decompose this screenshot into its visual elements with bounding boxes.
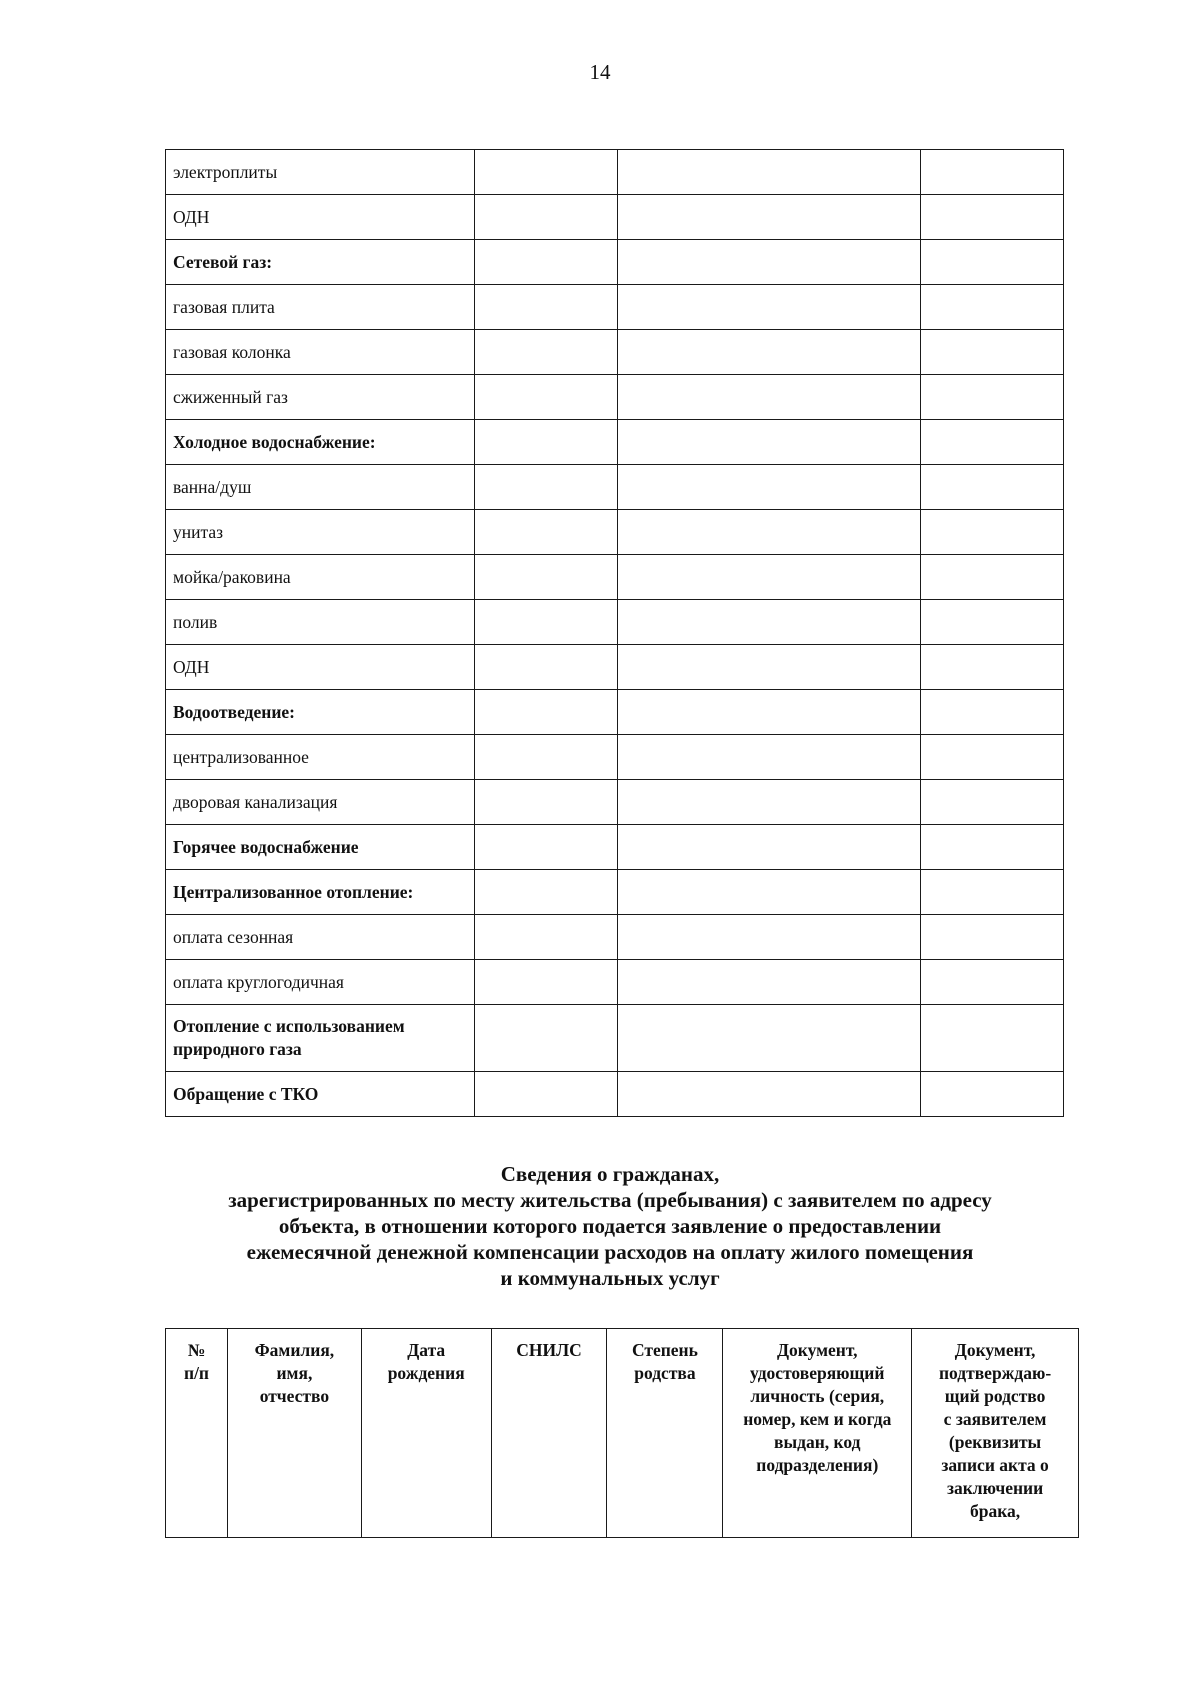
services-table-row [166,420,1064,465]
service-value-cell [920,1005,1063,1072]
services-table-row [166,780,1064,825]
service-label: мойка/раковина [173,566,291,587]
services-table-row [166,690,1064,735]
column-header-line: СНИЛС [516,1340,582,1360]
service-value-cell [920,195,1063,240]
service-value-cell [475,1072,618,1117]
service-value-cell [618,870,920,915]
service-label: ОДН [173,206,210,227]
service-value-cell [618,375,920,420]
services-table-row [166,195,1064,240]
column-header-line: Документ, [954,1340,1036,1360]
column-header-line: выдан, код [774,1432,861,1452]
citizens-table-header-row [166,1329,1079,1538]
service-label-cell [166,465,475,510]
service-value-cell [618,240,920,285]
service-label-cell [166,375,475,420]
services-table-row [166,465,1064,510]
service-value-cell [618,510,920,555]
service-value-cell [475,150,618,195]
column-header-line: щий родство [944,1386,1046,1406]
service-label-cell [166,645,475,690]
service-value-cell [475,960,618,1005]
heading-line: ежемесячной денежной компенсации расходов на оплату жилого помещения [246,1240,974,1264]
citizens-column-header [607,1329,723,1538]
service-value-cell [618,555,920,600]
column-header-line: записи акта о [941,1455,1049,1475]
service-value-cell [920,285,1063,330]
services-table-row [166,960,1064,1005]
service-value-cell [920,375,1063,420]
heading-line: зарегистрированных по месту жительства (пребывания) с заявителем по адресу [228,1188,992,1212]
service-value-cell [475,645,618,690]
service-label-cell [166,285,475,330]
service-value-cell [475,330,618,375]
service-value-cell [618,420,920,465]
service-label: электроплиты [173,161,278,182]
service-label-cell [166,195,475,240]
service-label: унитаз [173,521,224,542]
service-value-cell [475,915,618,960]
service-value-cell [618,735,920,780]
service-value-cell [618,330,920,375]
service-label: Горячее водоснабжение [173,836,359,857]
citizens-column-header [166,1329,228,1538]
services-table-row [166,645,1064,690]
service-value-cell [475,825,618,870]
services-table-row [166,915,1064,960]
service-label-cell [166,915,475,960]
service-label: централизованное [173,746,309,767]
column-header-line: подтверждаю- [938,1363,1052,1383]
service-value-cell [920,150,1063,195]
services-table-row [166,1005,1064,1072]
service-label: природного газа [173,1039,302,1059]
citizens-section-heading [150,1161,1070,1291]
service-value-cell [618,960,920,1005]
service-label: Сетевой газ: [173,251,273,272]
column-header-line: Фамилия, [254,1340,335,1360]
service-value-cell [920,780,1063,825]
column-header-line: (реквизиты [948,1432,1042,1452]
citizens-table [165,1328,1079,1538]
citizens-column-header [491,1329,607,1538]
column-header-line: удостоверяющий [750,1363,885,1383]
service-value-cell [618,285,920,330]
column-header-line: родства [634,1363,696,1383]
service-label-cell [166,1005,475,1072]
column-header-line: Документ, [776,1340,858,1360]
column-header-line: брака, [969,1501,1021,1521]
service-value-cell [618,195,920,240]
services-table-row [166,825,1064,870]
services-table-row [166,330,1064,375]
service-label: Централизованное отопление: [173,881,414,902]
service-label-cell [166,780,475,825]
service-value-cell [475,420,618,465]
service-label: полив [173,611,218,632]
services-table-row [166,600,1064,645]
service-value-cell [475,780,618,825]
service-label: Отопление с использованием [173,1016,405,1036]
column-header-line: рождения [387,1363,465,1383]
service-label-cell [166,600,475,645]
column-header-line: подразделения) [756,1455,879,1475]
service-label-cell [166,240,475,285]
service-value-cell [920,915,1063,960]
service-label: ванна/душ [173,476,252,497]
service-value-cell [920,465,1063,510]
column-header-line: личность (серия, [750,1386,885,1406]
service-value-cell [920,825,1063,870]
service-value-cell [618,825,920,870]
service-label-cell [166,690,475,735]
service-value-cell [920,420,1063,465]
service-value-cell [920,645,1063,690]
citizens-column-header [723,1329,912,1538]
service-label: оплата круглогодичная [173,971,344,992]
service-value-cell [920,870,1063,915]
service-value-cell [920,600,1063,645]
service-value-cell [618,1072,920,1117]
services-table-row [166,285,1064,330]
services-table-row [166,555,1064,600]
service-label-cell [166,1072,475,1117]
service-label-cell [166,330,475,375]
column-header-line: имя, [276,1363,313,1383]
service-value-cell [618,150,920,195]
service-value-cell [920,510,1063,555]
service-label: дворовая канализация [173,791,338,812]
heading-line: объекта, в отношении которого подается заявление о предоставлении [278,1214,942,1238]
service-label: газовая колонка [173,341,291,362]
service-value-cell [920,330,1063,375]
service-value-cell [475,600,618,645]
service-label: Водоотведение: [173,701,296,722]
service-value-cell [618,645,920,690]
service-value-cell [920,240,1063,285]
service-value-cell [920,960,1063,1005]
column-header-line: с заявителем [943,1409,1047,1429]
service-label-cell [166,150,475,195]
service-label-cell [166,960,475,1005]
service-value-cell [475,375,618,420]
column-header-line: п/п [183,1363,210,1383]
service-value-cell [618,1005,920,1072]
services-table-row [166,1072,1064,1117]
column-header-line: отчество [259,1386,330,1406]
service-label: Холодное водоснабжение: [173,431,376,452]
service-value-cell [618,600,920,645]
service-value-cell [920,735,1063,780]
service-value-cell [618,465,920,510]
service-value-cell [618,780,920,825]
service-label-cell [166,870,475,915]
service-value-cell [920,690,1063,735]
services-table-body [166,150,1064,1117]
service-value-cell [475,1005,618,1072]
services-table-row [166,240,1064,285]
service-label-cell [166,555,475,600]
service-label: ОДН [173,656,210,677]
service-value-cell [920,1072,1063,1117]
column-header-line: Степень [631,1340,698,1360]
citizens-column-header [361,1329,491,1538]
service-value-cell [475,195,618,240]
services-table-row [166,375,1064,420]
service-label-cell [166,510,475,555]
heading-line: Сведения о гражданах, [500,1162,720,1186]
services-table-row [166,150,1064,195]
service-label: оплата сезонная [173,926,294,947]
citizens-column-header [912,1329,1079,1538]
service-label: сжиженный газ [173,386,288,407]
services-table-row [166,735,1064,780]
service-label-cell [166,825,475,870]
service-value-cell [475,285,618,330]
service-label-cell [166,735,475,780]
service-value-cell [618,915,920,960]
column-header-line: № [187,1340,206,1360]
column-header-line: номер, кем и когда [743,1409,892,1429]
service-label-cell [166,420,475,465]
service-label: газовая плита [173,296,275,317]
heading-line: и коммунальных услуг [500,1266,720,1290]
service-value-cell [475,735,618,780]
service-value-cell [618,690,920,735]
service-value-cell [475,510,618,555]
column-header-line: заключении [946,1478,1044,1498]
service-value-cell [475,690,618,735]
service-value-cell [475,465,618,510]
service-value-cell [475,555,618,600]
services-table [165,149,1064,1117]
column-header-line: Дата [407,1340,446,1360]
services-table-row [166,870,1064,915]
service-value-cell [475,240,618,285]
service-label: Обращение с ТКО [173,1083,319,1104]
page-number: 14 [589,60,611,84]
services-table-row [166,510,1064,555]
service-value-cell [920,555,1063,600]
service-value-cell [475,870,618,915]
citizens-column-header [228,1329,362,1538]
